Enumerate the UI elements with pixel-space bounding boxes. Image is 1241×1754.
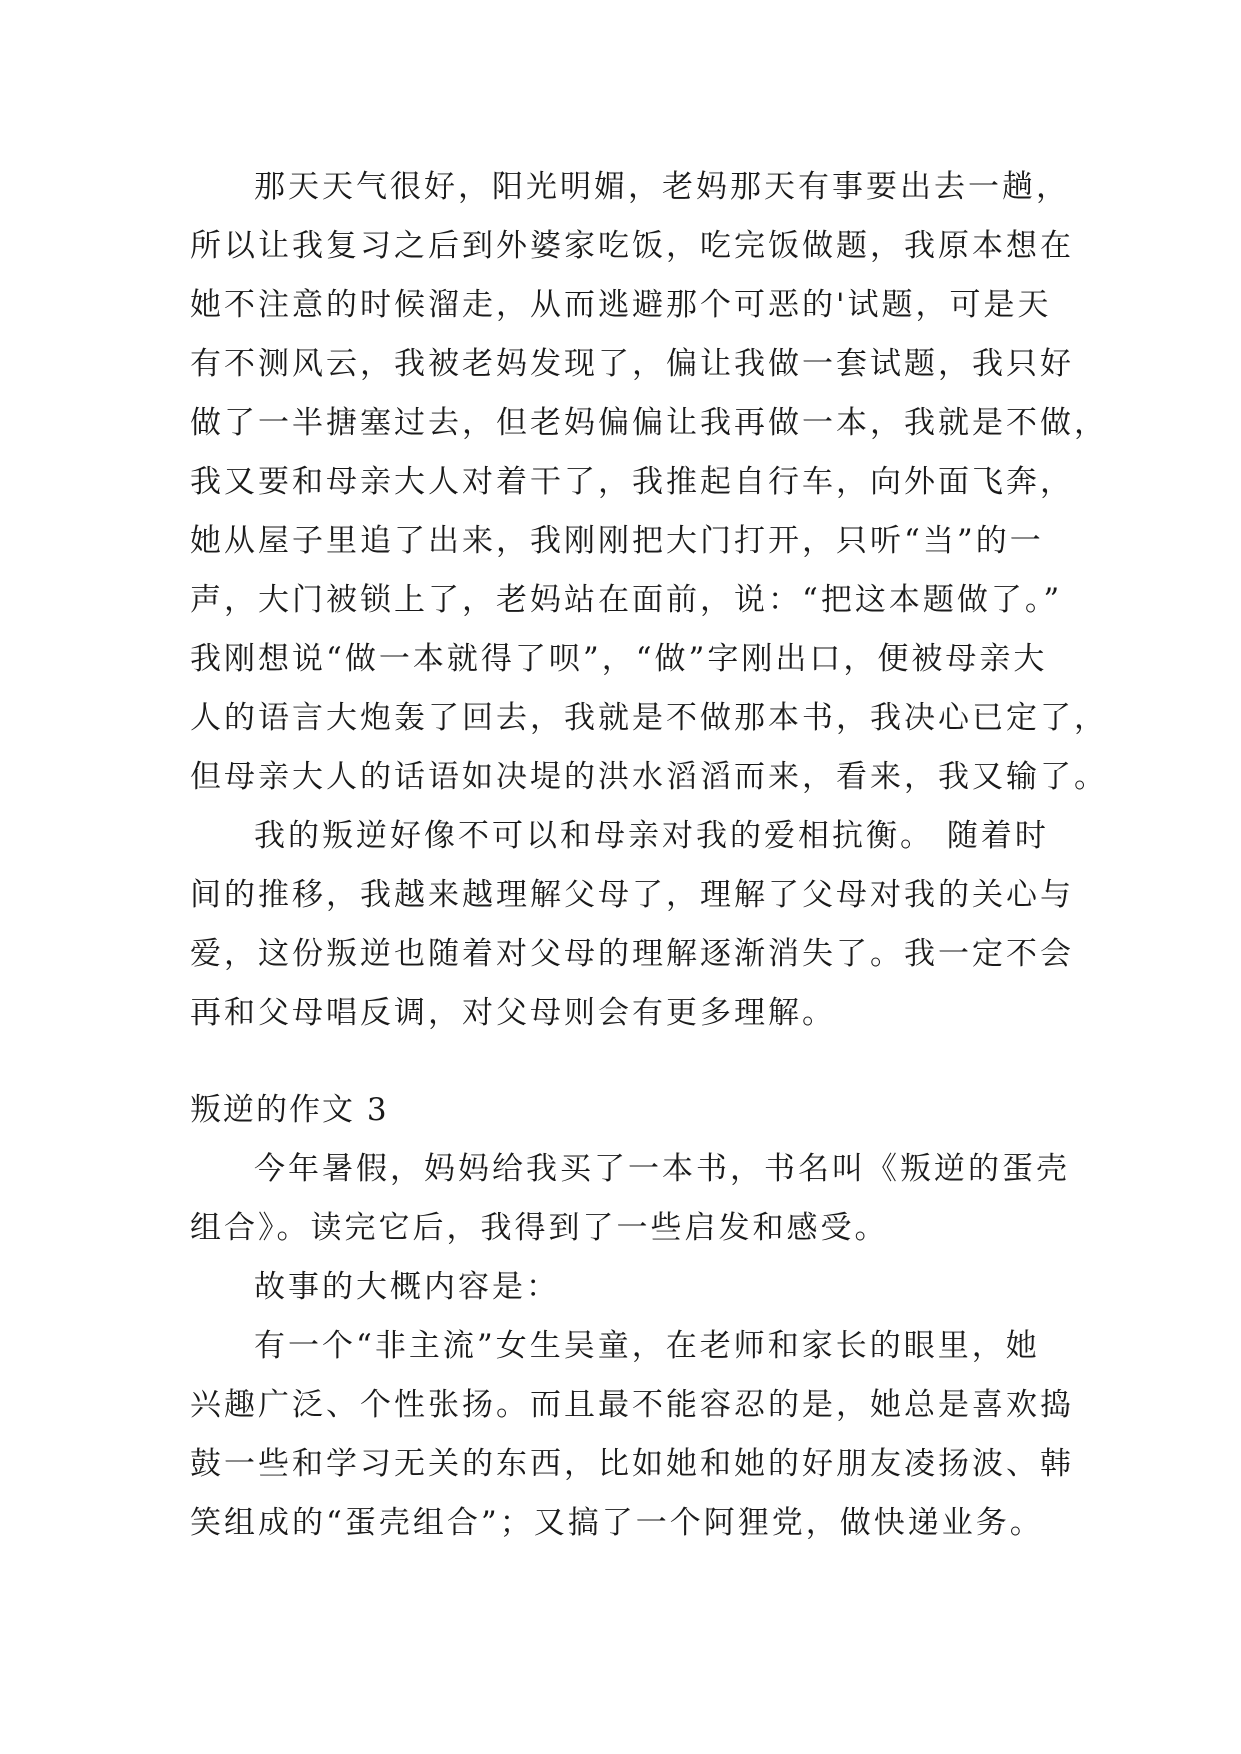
paragraph-1-line-6: 我又要和母亲大人对着干了，我推起自行车，向外面飞奔， [190,464,1074,500]
paragraph-2-line-3: 爱，这份叛逆也随着对父母的理解逐渐消失了。我一定不会 [190,936,1074,972]
paragraph-1-line-8: 声，大门被锁上了，老妈站在面前，说：“把这本题做了。” [190,582,1063,618]
paragraph-5-line-1: 有一个“非主流”女生吴童，在老师和家长的眼里，她 [254,1328,1040,1364]
paragraph-4-line-1: 故事的大概内容是： [254,1269,560,1305]
paragraph-1-line-3: 她不注意的时候溜走，从而逃避那个可恶的'试题，可是天 [190,287,1052,323]
paragraph-1-line-10: 人的语言大炮轰了回去，我就是不做那本书，我决心已定了， [190,700,1108,736]
paragraph-1-line-5: 做了一半搪塞过去，但老妈偏偏让我再做一本，我就是不做， [190,405,1108,441]
paragraph-1-line-9: 我刚想说“做一本就得了呗”，“做”字刚出口，便被母亲大 [190,641,1048,677]
paragraph-1-line-7: 她从屋子里追了出来，我刚刚把大门打开，只听“当”的一 [190,523,1044,559]
paragraph-5-line-4: 笑组成的“蛋壳组合”；又搞了一个阿狸党，做快递业务。 [190,1505,1044,1541]
paragraph-2-line-2: 间的推移，我越来越理解父母了，理解了父母对我的关心与 [190,877,1074,913]
paragraph-1-line-11: 但母亲大人的话语如决堤的洪水滔滔而来，看来，我又输了。 [190,759,1108,795]
paragraph-1-line-4: 有不测风云，我被老妈发现了，偏让我做一套试题，我只好 [190,346,1074,382]
paragraph-1-line-1: 那天天气很好，阳光明媚，老妈那天有事要出去一趟， [254,169,1070,205]
paragraph-2-line-1: 我的叛逆好像不可以和母亲对我的爱相抗衡。 随着时 [254,818,1049,854]
paragraph-3-line-2: 组合》。读完它后，我得到了一些启发和感受。 [190,1210,889,1246]
paragraph-5-line-3: 鼓一些和学习无关的东西，比如她和她的好朋友凌扬波、韩 [190,1446,1074,1482]
section-title: 叛逆的作文 3 [190,1092,389,1128]
paragraph-3-line-1: 今年暑假，妈妈给我买了一本书，书名叫《叛逆的蛋壳 [254,1151,1070,1187]
paragraph-1-line-2: 所以让我复习之后到外婆家吃饭，吃完饭做题，我原本想在 [190,228,1074,264]
paragraph-2-line-4: 再和父母唱反调，对父母则会有更多理解。 [190,995,836,1031]
paragraph-5-line-2: 兴趣广泛、个性张扬。而且最不能容忍的是，她总是喜欢捣 [190,1387,1074,1423]
